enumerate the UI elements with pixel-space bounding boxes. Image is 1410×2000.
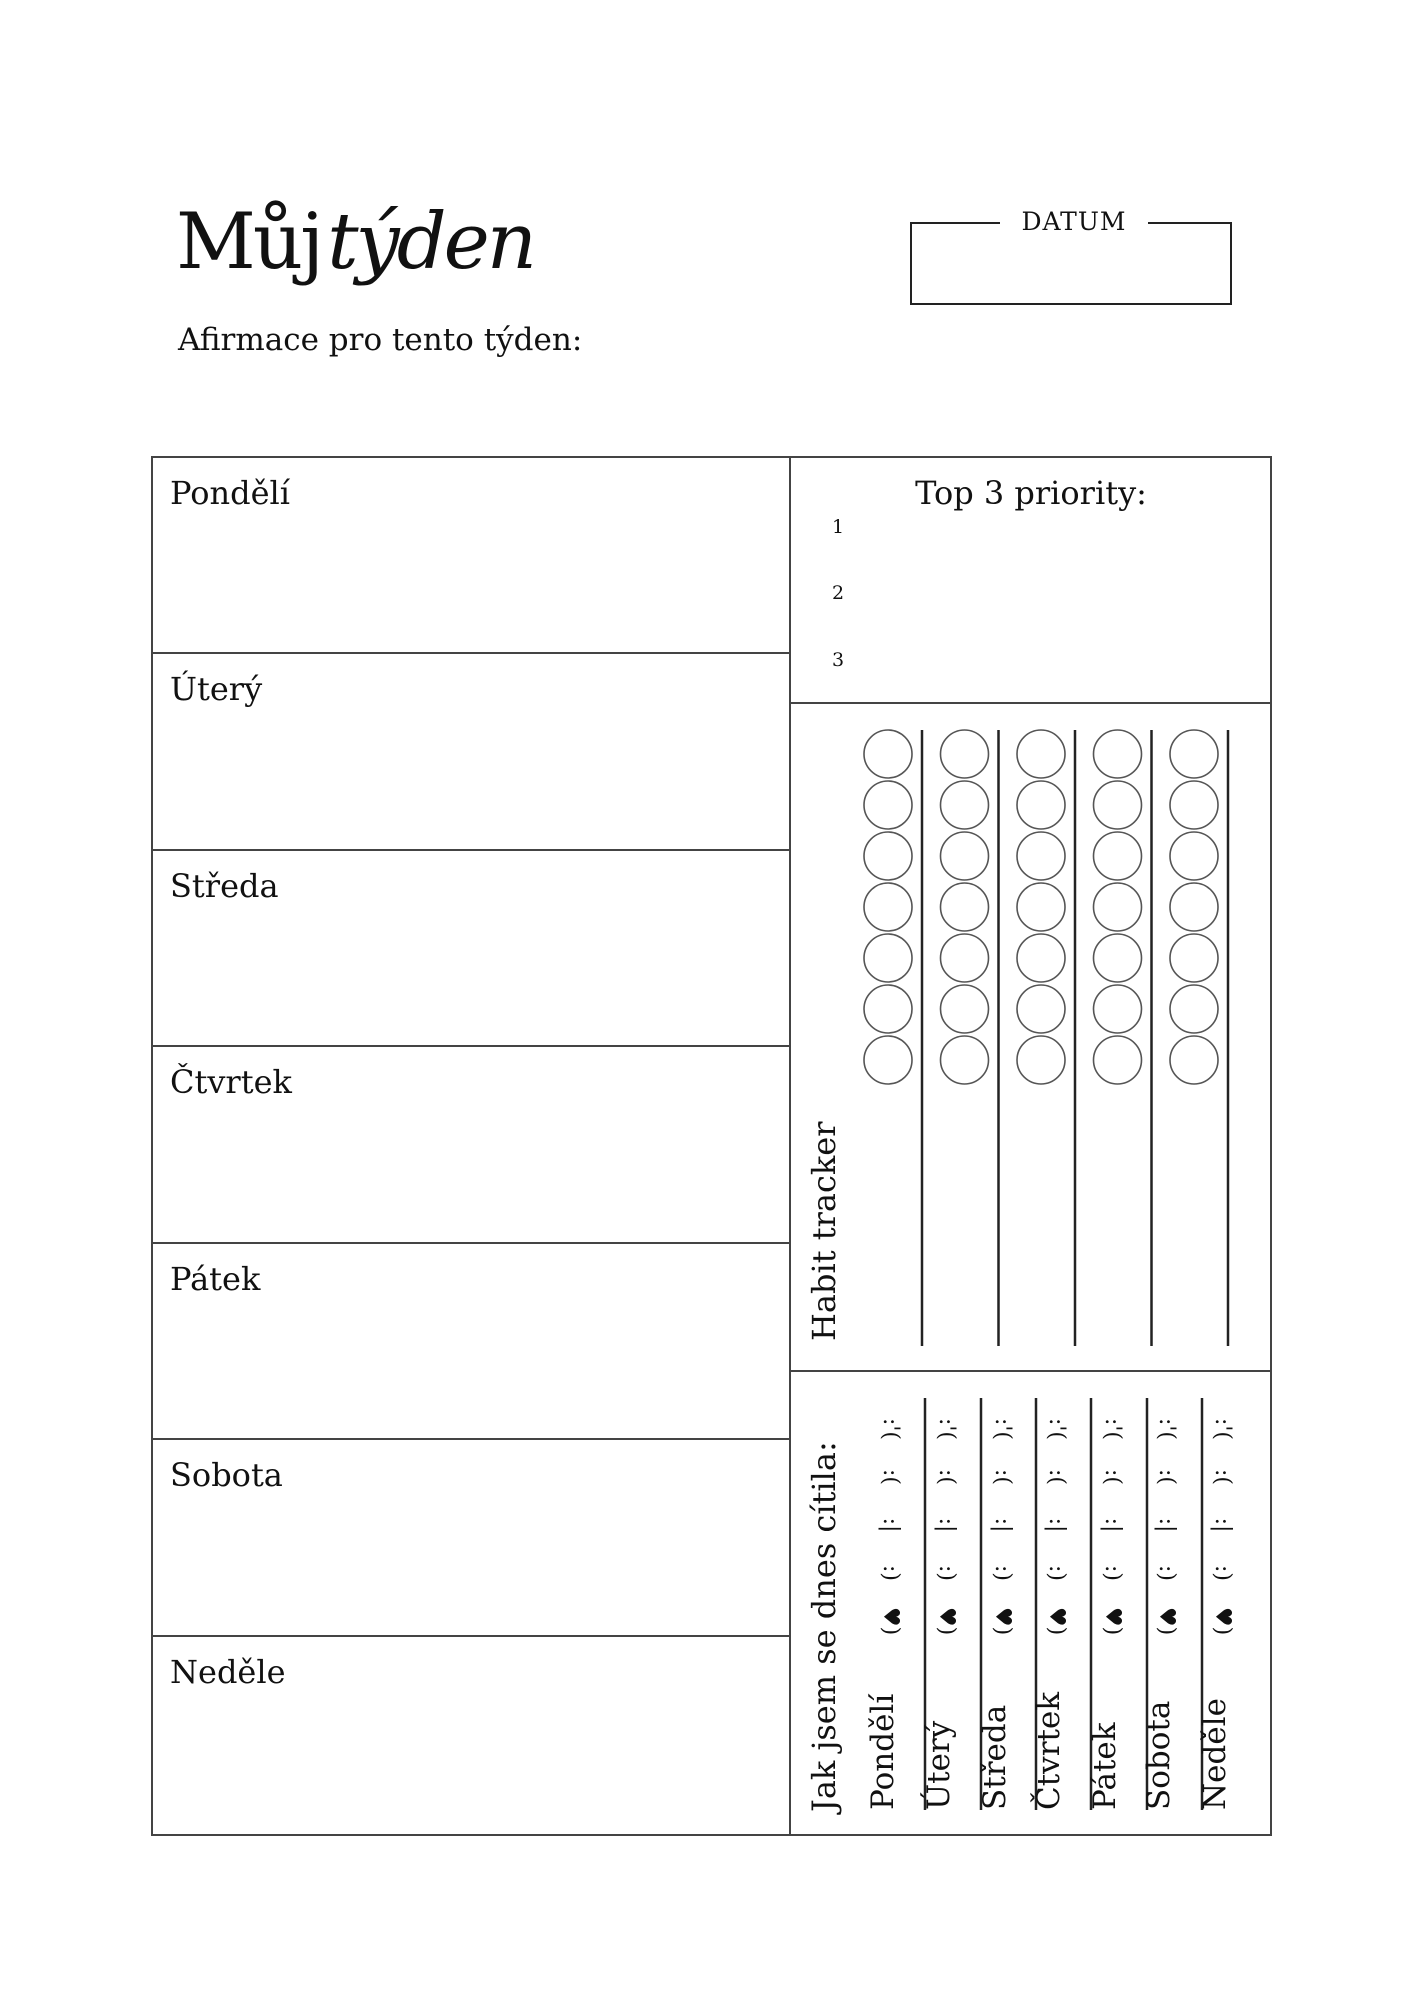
habit-circle[interactable] [1170,730,1218,778]
mood-section [791,1372,1271,1836]
day-label: Sobota [170,1456,283,1495]
habit-circle[interactable] [941,781,989,829]
habit-circle[interactable] [941,985,989,1033]
day-row-6[interactable] [153,1440,789,1636]
habit-circle[interactable] [1170,883,1218,931]
priority-number-3: 3 [832,649,845,671]
mood-face[interactable]: :'( [990,1417,1015,1441]
weekly-grid [151,456,1272,1836]
mood-face[interactable]: :) [1100,1565,1125,1581]
mood-face[interactable]: :'( [1154,1417,1179,1441]
title-italic: týden [327,197,535,287]
mood-day-label: Sobota [1141,1700,1177,1810]
habit-circle[interactable] [1017,883,1065,931]
mood-face[interactable]: :| [1044,1517,1069,1533]
day-row-2[interactable] [153,654,789,850]
mood-face[interactable]: :'( [1210,1417,1235,1441]
mood-label: Jak jsem se dnes cítila: [805,1441,843,1812]
priorities-title: Top 3 priority: [915,474,1147,512]
habit-circle[interactable] [941,934,989,982]
habit-tracker-graphic [791,704,1269,1370]
habit-circle[interactable] [864,781,912,829]
mood-face[interactable]: :| [990,1517,1015,1533]
habit-circle[interactable] [1017,1036,1065,1084]
mood-day-label: Úterý [921,1720,957,1810]
mood-face[interactable]: ♥) [990,1606,1015,1636]
mood-face[interactable]: :) [934,1565,959,1581]
habit-circle[interactable] [941,1036,989,1084]
date-label: DATUM [1000,207,1148,236]
priority-number-2: 2 [832,582,845,604]
habit-circle[interactable] [941,832,989,880]
priorities-section [791,458,1271,704]
mood-face[interactable]: :( [1100,1469,1125,1485]
habit-circle[interactable] [864,934,912,982]
habit-circle[interactable] [1017,781,1065,829]
habit-circle[interactable] [1017,730,1065,778]
mood-face[interactable]: ♥) [934,1606,959,1636]
habit-circle[interactable] [1094,1036,1142,1084]
day-row-1[interactable] [153,458,789,654]
habit-circle[interactable] [864,730,912,778]
habit-tracker-label: Habit tracker [805,1121,843,1341]
mood-day-label: Čtvrtek [1031,1691,1067,1810]
habit-circle[interactable] [1094,985,1142,1033]
day-label: Úterý [170,670,263,709]
habit-circle[interactable] [1094,883,1142,931]
mood-face[interactable]: :( [1210,1469,1235,1485]
habit-circle[interactable] [864,1036,912,1084]
mood-face[interactable]: :( [878,1469,903,1485]
mood-face[interactable]: :) [1210,1565,1235,1581]
habit-circle[interactable] [1017,832,1065,880]
habit-circle[interactable] [941,883,989,931]
habit-circle[interactable] [1094,781,1142,829]
priority-number-1: 1 [832,516,845,538]
habit-circle[interactable] [864,883,912,931]
mood-day-label: Pátek [1087,1722,1123,1810]
day-row-7[interactable] [153,1637,789,1833]
mood-face[interactable]: ♥) [1044,1606,1069,1636]
mood-face[interactable]: ♥) [1210,1606,1235,1636]
mood-face[interactable]: :) [1044,1565,1069,1581]
habit-circle[interactable] [1170,1036,1218,1084]
day-label: Středa [170,866,279,905]
mood-face[interactable]: ♥) [878,1606,903,1636]
mood-face[interactable]: :) [1154,1565,1179,1581]
day-row-4[interactable] [153,1047,789,1243]
mood-face[interactable]: :| [878,1517,903,1533]
day-row-5[interactable] [153,1244,789,1440]
habit-circle[interactable] [941,730,989,778]
mood-face[interactable]: :) [878,1565,903,1581]
mood-face[interactable]: :| [1100,1517,1125,1533]
page-title [176,197,535,287]
mood-face[interactable]: :| [934,1517,959,1533]
habit-circle[interactable] [1170,934,1218,982]
mood-face[interactable]: :( [1044,1469,1069,1485]
day-label: Pondělí [170,474,290,512]
mood-face[interactable]: :( [1154,1469,1179,1485]
habit-circle[interactable] [1170,832,1218,880]
habit-circle[interactable] [1094,730,1142,778]
title-regular: Můj [176,197,322,287]
habit-circle[interactable] [864,985,912,1033]
day-label: Pátek [170,1259,261,1298]
right-column [791,458,1271,1834]
mood-face[interactable]: :'( [1100,1417,1125,1441]
day-label: Neděle [170,1652,286,1691]
mood-face[interactable]: ♥) [1100,1606,1125,1636]
mood-day-label: Neděle [1197,1698,1233,1810]
habit-circle[interactable] [1094,832,1142,880]
mood-face[interactable]: :( [934,1469,959,1485]
affirmation-label: Afirmace pro tento týden: [178,322,583,358]
habit-circle[interactable] [1017,985,1065,1033]
mood-face[interactable]: :| [1210,1517,1235,1533]
habit-circle[interactable] [1170,781,1218,829]
day-label: Čtvrtek [170,1063,292,1102]
habit-circle[interactable] [1094,934,1142,982]
habit-circle[interactable] [1017,934,1065,982]
habit-tracker-section [791,704,1271,1372]
mood-day-label: Středa [977,1704,1013,1810]
habit-circle[interactable] [1170,985,1218,1033]
mood-day-label: Pondělí [865,1693,901,1810]
days-column [153,458,791,1834]
mood-face[interactable]: :'( [1044,1417,1069,1441]
mood-face[interactable]: :'( [878,1417,903,1441]
mood-face[interactable]: :'( [934,1417,959,1441]
day-row-3[interactable] [153,851,789,1047]
mood-face[interactable]: :) [990,1565,1015,1581]
mood-face[interactable]: ♥) [1154,1606,1179,1636]
mood-face[interactable]: :| [1154,1517,1179,1533]
mood-face[interactable]: :( [990,1469,1015,1485]
habit-circle[interactable] [864,832,912,880]
